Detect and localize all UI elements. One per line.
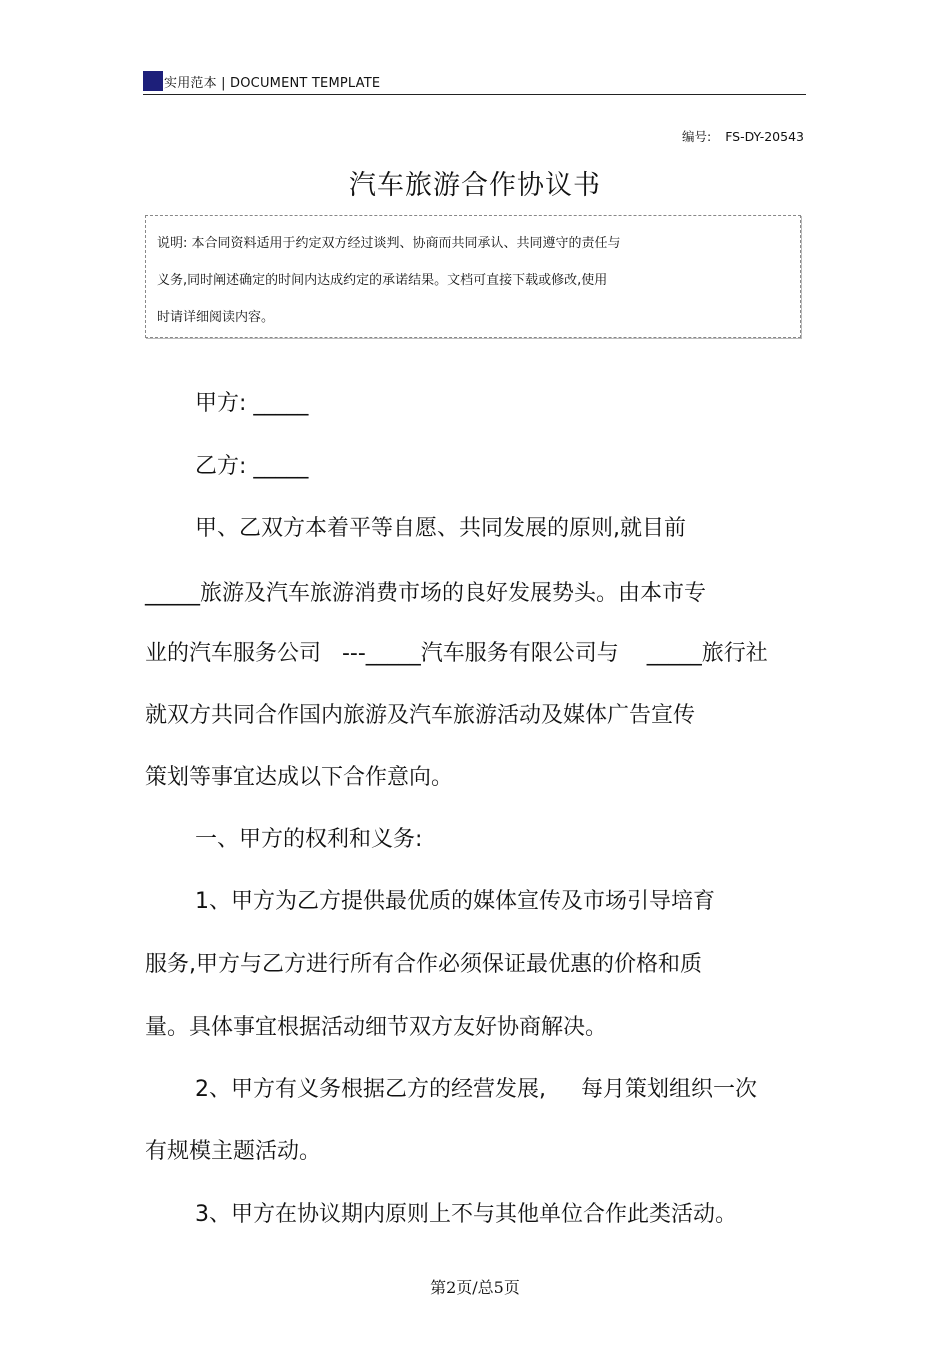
clause-line: 3、甲方在协议期内原则上不与其他单位合作此类活动。 (195, 1202, 737, 1227)
note-line: 说明: 本合同资料适用于约定双方经过谈判、协商而共同承认、共同遵守的责任与 (157, 236, 621, 251)
note-line: 义务,同时阐述确定的时间内达成约定的承诺结果。文档可直接下载或修改,使用 (157, 273, 608, 288)
clause-line: 有规模主题活动。 (145, 1139, 322, 1164)
document-number-value: FS-DY-20543 (725, 129, 804, 144)
header-accent-square (143, 71, 163, 91)
body-paragraph-line: 就双方共同合作国内旅游及汽车旅游活动及媒体广告宣传 (145, 703, 696, 728)
section-heading: 一、甲方的权利和义务: (195, 827, 423, 852)
body-paragraph-line: 业的汽车服务公司 ---_____汽车服务有限公司与 _____旅行社 (145, 641, 768, 666)
header-text: 实用范本 | DOCUMENT TEMPLATE (164, 76, 381, 91)
clause-line: 2、甲方有义务根据乙方的经营发展, 每月策划组织一次 (195, 1077, 757, 1102)
document-number-label: 编号: (681, 129, 712, 144)
party-a-line: 甲方: _____ (195, 391, 309, 416)
body-paragraph-line: 甲、乙双方本着平等自愿、共同发展的原则,就目前 (195, 516, 686, 541)
document-header (143, 68, 806, 95)
clause-line: 量。具体事宜根据活动细节双方友好协商解决。 (145, 1015, 608, 1040)
page-footer: 第2页/总5页 (430, 1278, 520, 1297)
document-title: 汽车旅游合作协议书 (349, 170, 601, 201)
body-paragraph-line: _____旅游及汽车旅游消费市场的良好发展势头。由本市专 (145, 581, 707, 606)
body-paragraph-line: 策划等事宜达成以下合作意向。 (145, 765, 454, 790)
clause-line: 1、甲方为乙方提供最优质的媒体宣传及市场引导培育 (195, 889, 715, 914)
note-box (145, 215, 801, 338)
note-line: 时请详细阅读内容。 (157, 310, 275, 325)
party-b-line: 乙方: _____ (195, 454, 309, 479)
clause-line: 服务,甲方与乙方进行所有合作必须保证最优惠的价格和质 (145, 952, 702, 977)
document-number (682, 127, 804, 145)
